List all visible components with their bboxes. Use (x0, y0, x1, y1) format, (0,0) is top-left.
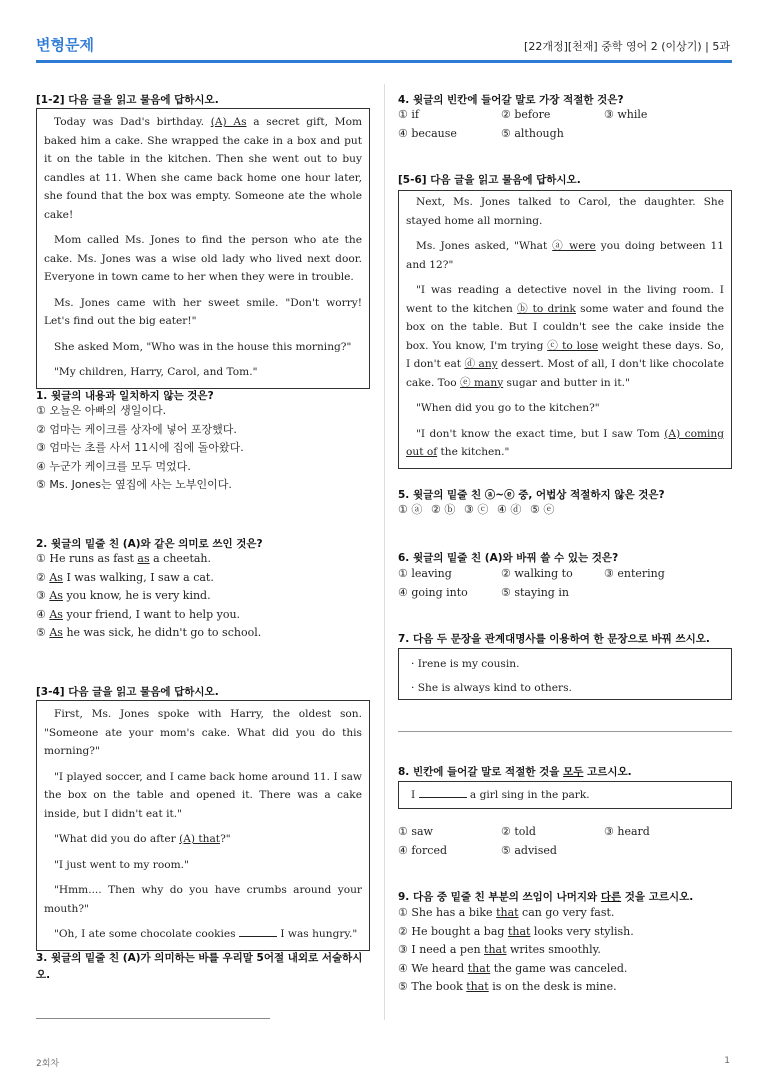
paragraph-1 (406, 193, 724, 230)
paragraph-text: a secret gift, Mom baked him a cake. She wrapped the cake in a box and put it on the table in the kitchen. Then she went out to buy candles at 11. When she came back home one hour later, she found that the box was empty. Someone ate the whole cake! (44, 116, 362, 221)
section-1-2-title: [1-2] 다음 글을 읽고 물음에 답하시오. (36, 94, 219, 106)
paragraph-5 (44, 881, 362, 918)
paragraph-3 (44, 830, 362, 849)
question-9-title (398, 889, 693, 904)
paragraph-text: "My children, Harry, Carol, and Tom." (54, 366, 258, 378)
q4-row (398, 125, 707, 144)
q9-option-5 (398, 978, 634, 997)
q9-option-text: ④ We heard (398, 961, 468, 975)
q9-option-3 (398, 941, 634, 960)
paragraph-text: "I played soccer, and I came back home around 11. I saw the box on the table and opened it. There was a cake inside, but I didn't eat it." (44, 770, 362, 820)
q9-option-text: the game was canceled. (490, 961, 628, 975)
q1-option-4: ④ 누군가 케이크를 모두 먹었다. (36, 459, 191, 473)
q9-option-underlined: that (507, 924, 531, 938)
q8-row (398, 823, 707, 842)
paragraph-5 (406, 425, 724, 462)
passage-2 (36, 700, 370, 951)
passage-1 (36, 108, 370, 389)
paragraph-text: you doing between 11 and 12?" (406, 240, 724, 271)
paragraph-5 (44, 363, 362, 382)
paragraph-4 (44, 338, 362, 357)
q6-option-4: ④ going into (398, 585, 468, 599)
paragraph-text: "Hmm.... Then why do you have crumbs around your mouth?" (44, 884, 362, 915)
page-title: 변형문제 (36, 36, 94, 54)
q2-option-text: ① He runs as fast (36, 552, 138, 565)
q8-option-3: ③ heard (604, 825, 650, 838)
paragraph-text: Today was Dad's birthday. (54, 116, 211, 128)
paragraph-text: "I don't know the exact time, but I saw Tom (416, 427, 665, 440)
q2-option-3 (36, 587, 261, 606)
q9-title-emph: 다른 (600, 891, 622, 903)
q8-title-emph: 모두 (563, 766, 584, 778)
q9-option-underlined: that (484, 943, 507, 957)
question-7-sentences (398, 648, 732, 700)
question-3-title: 3. 윗글의 밑줄 친 (A)가 의미하는 바를 우리말 5어절 내외로 서술하시오. (36, 952, 363, 981)
paragraph-text: "When did you go to the kitchen?" (416, 402, 600, 414)
q5-option-4: ④ ⓓ (497, 503, 522, 516)
q2-option-text: a cheetah. (149, 552, 212, 565)
paragraph-text: "I just went to my room." (54, 858, 189, 871)
q2-option-underlined: As (49, 607, 63, 621)
q2-option-text: he was sick, he didn't go to school. (62, 626, 262, 640)
paragraph-4 (406, 399, 724, 418)
q6-option-1: ① leaving (398, 567, 452, 580)
q2-option-text: I was walking, I saw a cat. (62, 570, 214, 584)
q2-option-text: ④ (36, 607, 50, 621)
q2-option-1 (36, 550, 261, 569)
paragraph-text: First, Ms. Jones spoke with Harry, the oldest son. "Someone ate your mom's cake. What did you do this morning?" (44, 708, 362, 757)
q7-sentence-1: · Irene is my cousin. (411, 658, 520, 670)
header-rule (36, 60, 732, 63)
q9-option-text: ③ I need a pen (398, 943, 485, 957)
q6-option-3: ③ entering (604, 567, 665, 580)
q5-option-2: ② ⓑ (431, 503, 456, 516)
paragraph-text: the kitchen." (437, 446, 510, 458)
question-8-sentence (398, 781, 732, 809)
paragraph-text: Ms. Jones came with her sweet smile. "Don't worry! Let's find out the big eater!" (44, 296, 362, 327)
q8-option-2: ② told (501, 825, 536, 838)
q8-title-post: 고르시오. (583, 766, 632, 778)
q9-option-text: ② He bought a bag (398, 924, 508, 938)
q5-option-1: ① ⓐ (398, 503, 423, 516)
q8-option-4: ④ forced (398, 843, 448, 857)
question-9-options (398, 904, 634, 997)
q9-title-post: 것을 고르시오. (621, 891, 694, 903)
q8-sentence-pre: I (411, 789, 419, 801)
question-6-title: 6. 윗글의 밑줄 친 (A)와 바꿔 쓸 수 있는 것은? (398, 552, 619, 564)
course-info: [22개정][천재] 중학 영어 2 (이상기) | 5과 (524, 40, 730, 53)
q4-option-4: ④ because (398, 126, 457, 140)
q4-option-5: ⑤ although (501, 126, 564, 140)
question-2-options (36, 550, 261, 643)
q9-option-2 (398, 923, 634, 942)
question-5-options (398, 501, 563, 520)
q1-option-2: ② 엄마는 케이크를 상자에 넣어 포장했다. (36, 422, 237, 436)
blank (239, 926, 277, 937)
q2-option-text: ⑤ (36, 626, 50, 640)
q9-option-underlined: that (466, 980, 489, 994)
paragraph-3 (44, 294, 362, 331)
q8-title-pre: 8. 빈칸에 들어갈 말로 적절한 것을 (398, 766, 564, 778)
q2-option-text: ② (36, 570, 50, 584)
q1-option-5: ⑤ Ms. Jones는 옆집에 사는 노부인이다. (36, 478, 232, 492)
q5-option-5: ⑤ ⓔ (530, 503, 555, 516)
q9-option-text: writes smoothly. (506, 943, 601, 957)
q2-option-4 (36, 606, 261, 625)
q9-option-underlined: that (496, 906, 519, 919)
q8-option-1: ① saw (398, 825, 433, 838)
paragraph-text: "Oh, I ate some chocolate cookies (54, 928, 239, 940)
q8-sentence-post: a girl sing in the park. (466, 789, 590, 801)
paragraph-3 (406, 281, 724, 392)
paragraph-1 (44, 113, 362, 224)
paragraph-underlined: (A) that (179, 833, 221, 845)
q5-option-3: ③ ⓒ (464, 503, 489, 516)
question-8-options (398, 823, 707, 860)
q9-option-text: is on the desk is mine. (488, 980, 617, 994)
q9-option-text: looks very stylish. (530, 924, 634, 938)
q4-option-2: ② before (501, 108, 551, 121)
footer-round: 2회차 (36, 1059, 60, 1069)
paragraph-underlined: ⓓ any (464, 358, 498, 370)
question-1-options (36, 402, 244, 495)
paragraph-text: sugar and butter in it." (503, 376, 630, 389)
q4-option-3: ③ while (604, 108, 648, 121)
paragraph-2 (406, 237, 724, 274)
paragraph-text: some water and found the box on the table. But I couldn't see the cake inside the box. You know, I'm trying (406, 302, 724, 352)
q2-option-underlined: As (49, 589, 63, 603)
paragraph-4 (44, 856, 362, 875)
question-6-options (398, 565, 707, 602)
passage-3 (398, 190, 732, 469)
column-divider (384, 84, 385, 1020)
q5-row (398, 501, 563, 520)
paragraph-text: She asked Mom, "Who was in the house this morning?" (54, 340, 352, 353)
question-7-title: 7. 다음 두 문장을 관계대명사를 이용하여 한 문장으로 바꿔 쓰시오. (398, 633, 710, 645)
q6-option-5: ⑤ staying in (501, 585, 569, 599)
q6-option-2: ② walking to (501, 567, 573, 580)
q8-option-5: ⑤ advised (501, 843, 557, 857)
q1-option-3: ③ 엄마는 초를 사서 11시에 집에 돌아왔다. (36, 441, 244, 455)
paragraph-underlined: (A) coming out of (406, 427, 725, 458)
question-1-title: 1. 윗글의 내용과 일치하지 않는 것은? (36, 390, 214, 402)
question-4-title: 4. 윗글의 빈칸에 들어갈 말로 가장 적절한 것은? (398, 94, 624, 106)
answer-line-q3[interactable] (36, 1018, 270, 1019)
answer-line-q7[interactable] (398, 731, 732, 732)
q2-option-text: your friend, I want to help you. (62, 607, 241, 621)
q2-option-underlined: as (137, 552, 150, 565)
section-5-6-title: [5-6] 다음 글을 읽고 물음에 답하시오. (398, 174, 581, 186)
q8-blank (419, 787, 467, 798)
paragraph-text: "I was reading a detective novel in the living room. I went to the kitchen (406, 284, 724, 315)
paragraph-underlined: ⓐ were (552, 240, 596, 252)
section-3-4-title: [3-4] 다음 글을 읽고 물음에 답하시오. (36, 686, 219, 698)
paragraph-1 (44, 705, 362, 761)
q2-option-2 (36, 569, 261, 588)
q9-option-1 (398, 904, 634, 923)
q9-option-underlined: that (467, 961, 491, 975)
paragraph-6 (44, 925, 362, 944)
q9-title-pre: 9. 다음 중 밑줄 친 부분의 쓰임이 나머지와 (398, 891, 601, 903)
paragraph-underlined: ⓒ to lose (547, 339, 599, 352)
q4-row (398, 106, 707, 125)
paragraph-text: weight these days. So, I don't eat (406, 339, 724, 370)
paragraph-text: Ms. Jones asked, "What (416, 240, 553, 252)
q2-option-underlined: As (49, 626, 63, 640)
paragraph-2 (44, 231, 362, 287)
paragraph-underlined: ⓔ many (460, 376, 504, 389)
paragraph-underlined: (A) As (210, 116, 247, 128)
q7-sentence-2: · She is always kind to others. (411, 682, 572, 694)
q9-option-4 (398, 960, 634, 979)
question-5-title: 5. 윗글의 밑줄 친 ⓐ~ⓔ 중, 어법상 적절하지 않은 것은? (398, 489, 665, 501)
q4-option-1: ① if (398, 108, 419, 121)
q2-option-text: you know, he is very kind. (62, 589, 211, 603)
paragraph-text: dessert. Most of all, I don't like chocolate cake. Too (406, 358, 724, 389)
question-4-options (398, 106, 707, 143)
paragraph-underlined: ⓑ to drink (517, 302, 576, 315)
q2-option-5 (36, 624, 261, 643)
q9-option-text: ⑤ The book (398, 980, 467, 994)
footer-page-number: 1 (724, 1056, 730, 1066)
paragraph-text: I was hungry." (277, 928, 358, 940)
question-2-title: 2. 윗글의 밑줄 친 (A)와 같은 의미로 쓰인 것은? (36, 538, 263, 550)
q2-option-underlined: As (49, 570, 63, 584)
q9-option-text: ① She has a bike (398, 906, 497, 919)
q2-option-text: ③ (36, 589, 50, 603)
paragraph-text: ?" (220, 833, 231, 845)
q9-option-text: can go very fast. (518, 906, 615, 919)
q1-option-1: ① 오늘은 아빠의 생일이다. (36, 404, 167, 417)
q6-row (398, 584, 707, 603)
q8-row (398, 842, 707, 861)
paragraph-text: "What did you do after (54, 833, 180, 845)
q6-row (398, 565, 707, 584)
paragraph-text: Mom called Ms. Jones to find the person who ate the cake. Ms. Jones was a wise old lady who lived next door. Everyone in town came to her when they were in trouble. (44, 234, 362, 283)
paragraph-text: Next, Ms. Jones talked to Carol, the daughter. She stayed home all morning. (406, 196, 724, 227)
paragraph-2 (44, 768, 362, 824)
question-8-title (398, 764, 632, 779)
